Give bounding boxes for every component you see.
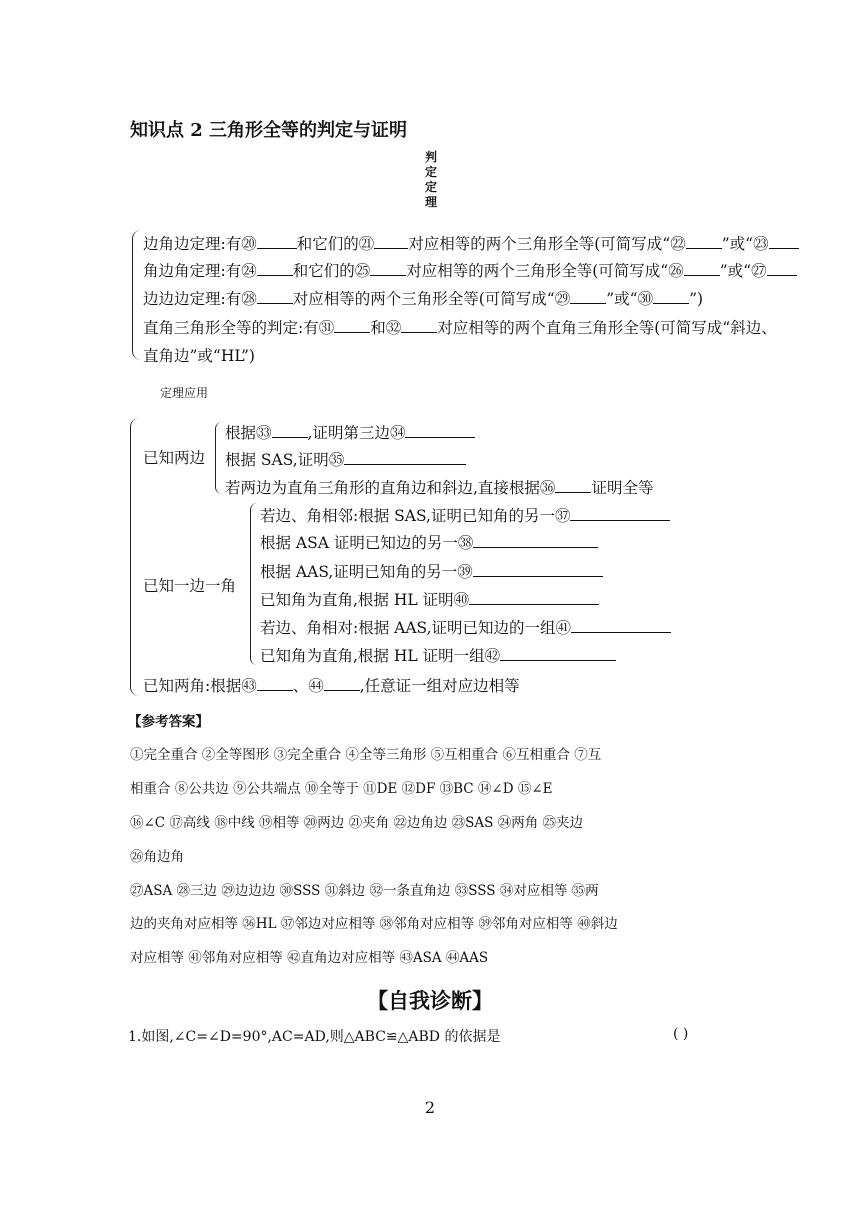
blank [571,617,671,634]
answer-line: ㉖角边角 [130,849,184,865]
blank [473,561,603,578]
blank [769,233,799,250]
answer-line: 对应相等 ㊶邻角对应相等 ㊷直角边对应相等 ㊸ASA ㊹AAS [130,950,489,966]
blank [272,422,308,439]
side-angle-item: 根据 ASA 证明已知边的另一㊳ [260,531,598,553]
blank [653,288,689,305]
answer-header: 【参考答案】 [128,714,209,730]
blank [257,675,293,692]
answer-line: ⑯∠C ⑰高线 ⑱中线 ⑲相等 ⑳两边 ㉑夹角 ㉒边角边 ㉓SAS ㉔两角 ㉕夹边 [130,815,584,831]
blank [401,317,437,334]
two-angles-line: 已知两角:根据㊸ 、㊹ ,任意证一组对应边相等 [143,674,520,696]
answer-line: ①完全重合 ②全等图形 ③完全重合 ④全等三角形 ⑤互相重合 ⑥互相重合 ⑦互 [130,747,602,763]
blank [324,675,360,692]
blank [500,645,616,662]
answer-line: 相重合 ⑧公共边 ⑨公共端点 ⑩全等于 ⑪DE ⑫DF ⑬BC ⑭∠D ⑮∠E [130,781,553,797]
side-angle-item: 根据 AAS,证明已知角的另一㊴ [260,560,603,582]
two-sides-brace [215,422,222,494]
side-angle-item: 已知角为直角,根据 HL 证明㊵ [260,588,599,610]
vertical-char: 定 [424,165,437,179]
blank [469,589,599,606]
blank [257,288,293,305]
blank [405,422,475,439]
answer-paren: ( ) [673,1026,689,1042]
blank [370,260,406,277]
two-sides-item: 若两边为直角三角形的直角边和斜边,直接根据㊱ 证明全等 [225,476,653,498]
two-sides-item: 根据㉝ ,证明第三边㉞ [225,421,475,443]
vertical-char: 判 [424,150,437,164]
side-angle-item: 已知角为直角,根据 HL 证明一组㊷ [260,644,616,666]
page-number: 2 [424,1098,436,1117]
question-1: 1.如图,∠C=∠D=90°,AC=AD,则△ABC≌△ABD 的依据是 [128,1029,501,1045]
section-heading: 知识点 2 三角形全等的判定与证明 [130,120,408,141]
vertical-char: 定 [424,180,437,194]
blank [334,317,370,334]
blank [257,260,293,277]
vertical-label [424,150,438,210]
side-angle-brace [250,503,257,665]
theorems-brace [132,230,141,360]
application-label: 定理应用 [160,386,209,400]
blank [257,233,297,250]
two-sides-label: 已知两边 [143,449,206,467]
blank [570,288,606,305]
application-brace [130,418,139,696]
blank [555,477,591,494]
theorem-sas: 边角边定理:有⑳ 和它们的㉑ 对应相等的两个三角形全等(可简写成“㉒ ”或“㉓ [143,232,799,254]
section-title: 【自我诊断】 [367,988,493,1013]
theorem-hl-cont: 直角边”或“HL”) [143,347,255,365]
blank [684,260,720,277]
theorem-asa: 角边角定理:有㉔ 和它们的㉕ 对应相等的两个三角形全等(可简写成“㉖ ”或“㉗ [143,259,797,281]
side-angle-item: 若边、角相邻:根据 SAS,证明已知角的另一㊲ [260,504,670,526]
blank [570,505,670,522]
theorem-sss: 边边边定理:有㉘ 对应相等的两个三角形全等(可简写成“㉙ ”或“㉚ ”) [143,287,703,309]
two-sides-item: 根据 SAS,证明㉟ [225,448,466,470]
theorem-hl: 直角三角形全等的判定:有㉛ 和㉜ 对应相等的两个直角三角形全等(可简写成“斜边、 [143,316,777,338]
blank [473,532,598,549]
side-angle-label: 已知一边一角 [143,577,237,595]
answer-line: 边的夹角对应相等 ㊱HL ㊲邻边对应相等 ㊳邻角对应相等 ㊴邻角对应相等 ㊵斜边 [130,916,618,932]
answer-line: ㉗ASA ㉘三边 ㉙边边边 ㉚SSS ㉛斜边 ㉜一条直角边 ㉝SSS ㉞对应相等 ㉟两 [130,883,599,899]
blank [686,233,722,250]
blank [344,449,466,466]
blank [767,260,797,277]
vertical-char: 理 [424,195,437,209]
side-angle-item: 若边、角相对:根据 AAS,证明已知边的一组㊶ [260,616,671,638]
blank [374,233,408,250]
